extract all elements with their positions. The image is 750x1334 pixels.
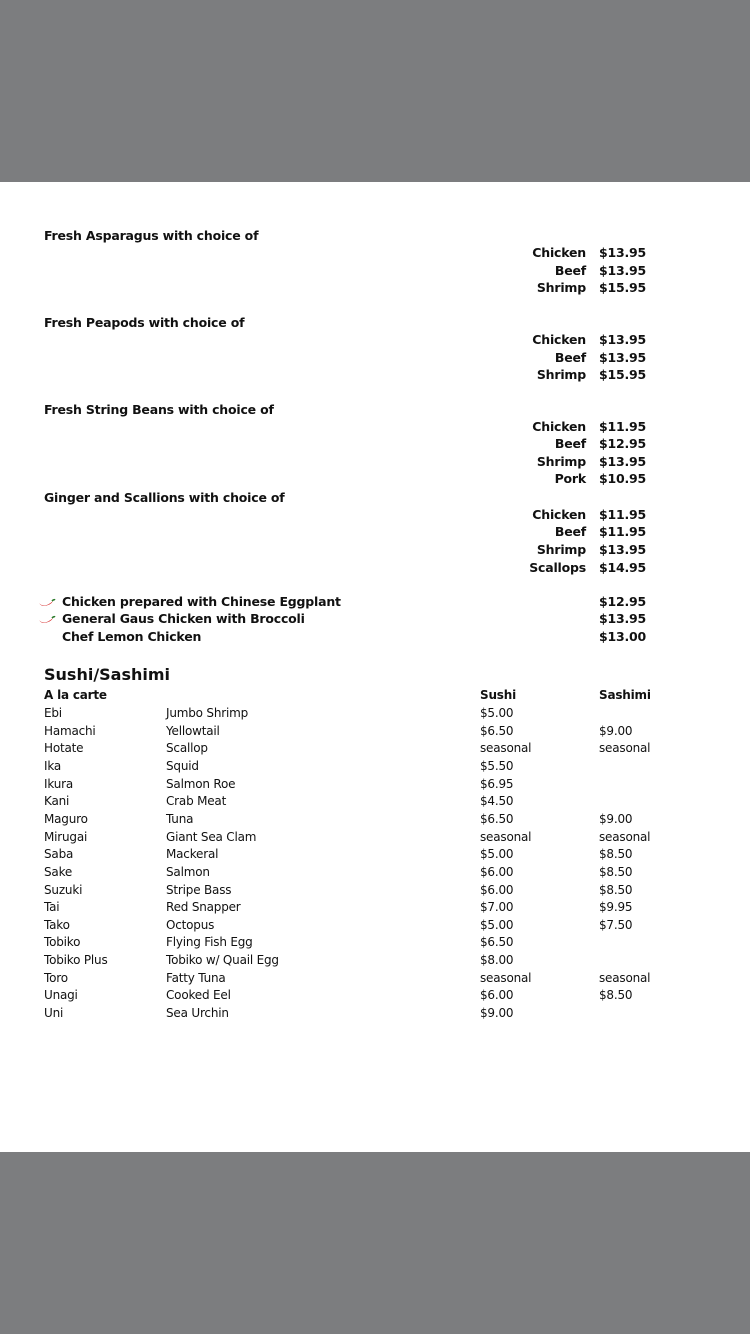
item-japanese-name: Ikura (44, 776, 74, 791)
table-row (0, 1005, 750, 1023)
option-price: $13.95 (599, 245, 647, 260)
item-english-name: Giant Sea Clam (166, 829, 257, 844)
table-row (0, 758, 750, 776)
table-row (0, 740, 750, 758)
section-heading: Fresh Asparagus with choice of (44, 228, 259, 243)
item-japanese-name: Tai (44, 900, 60, 915)
item-sushi-price: $6.50 (480, 723, 514, 738)
item-sushi-price: $6.00 (480, 988, 514, 1003)
option-name: Chicken (532, 332, 586, 347)
option-price: $11.95 (599, 507, 647, 522)
table-row (0, 987, 750, 1005)
option-name: Chicken (532, 507, 586, 522)
item-sushi-price: seasonal (480, 829, 532, 844)
option-price: $12.95 (599, 436, 647, 451)
table-row (0, 899, 750, 917)
item-japanese-name: Ebi (44, 706, 62, 720)
item-japanese-name: Tako (44, 917, 70, 932)
item-english-name: Scallop (166, 741, 208, 756)
item-english-name: Salmon (166, 864, 210, 879)
item-japanese-name: Mirugai (44, 829, 88, 844)
option-name: Chicken (532, 419, 586, 434)
item-sushi-price: $5.00 (480, 706, 514, 720)
table-row (0, 917, 750, 935)
item-english-name: Octopus (166, 917, 215, 932)
option-price: $10.95 (599, 471, 647, 486)
table-row (0, 864, 750, 882)
item-sashimi-price: $9.95 (599, 900, 633, 915)
menu-page (0, 182, 750, 1152)
item-sushi-price: $5.00 (480, 917, 514, 932)
item-sushi-price: $6.50 (480, 811, 514, 826)
table-row (0, 705, 750, 723)
special-item-price: $13.95 (599, 611, 647, 626)
option-name: Scallops (529, 560, 586, 575)
option-name: Pork (554, 471, 586, 486)
option-price: $15.95 (599, 280, 647, 295)
special-item-name: General Gaus Chicken with Broccoli (62, 611, 305, 626)
item-sashimi-price: seasonal (599, 741, 651, 756)
item-sushi-price: seasonal (480, 970, 532, 985)
item-english-name: Crab Meat (166, 794, 227, 809)
table-row (0, 776, 750, 794)
item-english-name: Fatty Tuna (166, 970, 226, 985)
item-sashimi-price: $9.00 (599, 811, 633, 826)
item-sushi-price: $6.00 (480, 882, 514, 897)
item-english-name: Jumbo Shrimp (166, 706, 249, 720)
chili-pepper-icon (38, 614, 56, 626)
item-japanese-name: Maguro (44, 811, 88, 826)
item-japanese-name: Uni (44, 1006, 64, 1021)
option-name: Shrimp (536, 542, 586, 557)
option-name: Shrimp (536, 367, 586, 382)
special-item-name: Chef Lemon Chicken (62, 629, 202, 644)
option-price: $11.95 (599, 524, 647, 539)
item-sashimi-price: $7.50 (599, 917, 633, 932)
option-name: Shrimp (536, 454, 586, 469)
item-japanese-name: Ika (44, 758, 62, 773)
item-english-name: Red Snapper (166, 900, 241, 915)
table-row (0, 811, 750, 829)
item-english-name: Squid (166, 758, 199, 773)
table-row (0, 723, 750, 741)
special-item-name: Chicken prepared with Chinese Eggplant (62, 594, 341, 609)
special-item-price: $13.00 (599, 629, 647, 644)
item-english-name: Tobiko w/ Quail Egg (166, 953, 279, 968)
section-heading: Fresh String Beans with choice of (44, 402, 274, 417)
item-english-name: Tuna (166, 811, 194, 826)
item-japanese-name: Tobiko (44, 935, 81, 950)
item-sushi-price: $5.00 (480, 847, 514, 862)
item-sushi-price: $7.00 (480, 900, 514, 915)
option-name: Beef (554, 350, 586, 365)
item-english-name: Yellowtail (166, 723, 220, 738)
col-header-sushi: Sushi (480, 688, 516, 702)
item-japanese-name: Hamachi (44, 723, 96, 738)
option-name: Beef (554, 524, 586, 539)
item-sashimi-price: $8.50 (599, 882, 633, 897)
item-sashimi-price: $9.00 (599, 723, 633, 738)
sushi-table-header (0, 687, 750, 705)
item-english-name: Stripe Bass (166, 882, 232, 897)
sushi-section-title: Sushi/Sashimi (44, 665, 171, 684)
item-sushi-price: $8.00 (480, 953, 514, 968)
table-row (0, 846, 750, 864)
item-sushi-price: $9.00 (480, 1006, 514, 1021)
item-sushi-price: $5.50 (480, 758, 514, 773)
option-price: $11.95 (599, 419, 647, 434)
item-sushi-price: $6.95 (480, 776, 514, 791)
option-name: Shrimp (536, 280, 586, 295)
item-sushi-price: $6.00 (480, 864, 514, 879)
item-english-name: Cooked Eel (166, 988, 231, 1003)
item-english-name: Salmon Roe (166, 776, 236, 791)
section-heading: Fresh Peapods with choice of (44, 315, 245, 330)
item-japanese-name: Hotate (44, 741, 84, 756)
item-japanese-name: Unagi (44, 988, 78, 1003)
table-row (0, 793, 750, 811)
option-name: Chicken (532, 245, 586, 260)
option-price: $15.95 (599, 367, 647, 382)
item-sushi-price: $6.50 (480, 935, 514, 950)
item-japanese-name: Suzuki (44, 882, 83, 897)
option-price: $13.95 (599, 350, 647, 365)
option-price: $14.95 (599, 560, 647, 575)
table-row (0, 829, 750, 847)
item-english-name: Sea Urchin (166, 1006, 229, 1021)
item-sashimi-price: seasonal (599, 829, 651, 844)
item-sashimi-price: seasonal (599, 970, 651, 985)
option-name: Beef (554, 436, 586, 451)
item-sashimi-price: $8.50 (599, 988, 633, 1003)
section-heading: Ginger and Scallions with choice of (44, 490, 285, 505)
table-row (0, 970, 750, 988)
item-japanese-name: Saba (44, 847, 74, 862)
table-row (0, 882, 750, 900)
option-name: Beef (554, 263, 586, 278)
option-price: $13.95 (599, 263, 647, 278)
option-price: $13.95 (599, 454, 647, 469)
col-header-sashimi: Sashimi (599, 688, 651, 702)
item-english-name: Mackeral (166, 847, 219, 862)
special-item-price: $12.95 (599, 594, 647, 609)
item-english-name: Flying Fish Egg (166, 935, 253, 950)
col-header-a-la-carte: A la carte (44, 688, 107, 702)
item-sushi-price: $4.50 (480, 794, 514, 809)
item-japanese-name: Sake (44, 864, 73, 879)
item-sashimi-price: $8.50 (599, 864, 633, 879)
table-row (0, 952, 750, 970)
item-sashimi-price: $8.50 (599, 847, 633, 862)
chili-pepper-icon (38, 597, 56, 609)
option-price: $13.95 (599, 332, 647, 347)
item-japanese-name: Toro (44, 970, 68, 985)
option-price: $13.95 (599, 542, 647, 557)
item-japanese-name: Kani (44, 794, 70, 809)
item-sushi-price: seasonal (480, 741, 532, 756)
item-japanese-name: Tobiko Plus (44, 953, 108, 968)
table-row (0, 934, 750, 952)
